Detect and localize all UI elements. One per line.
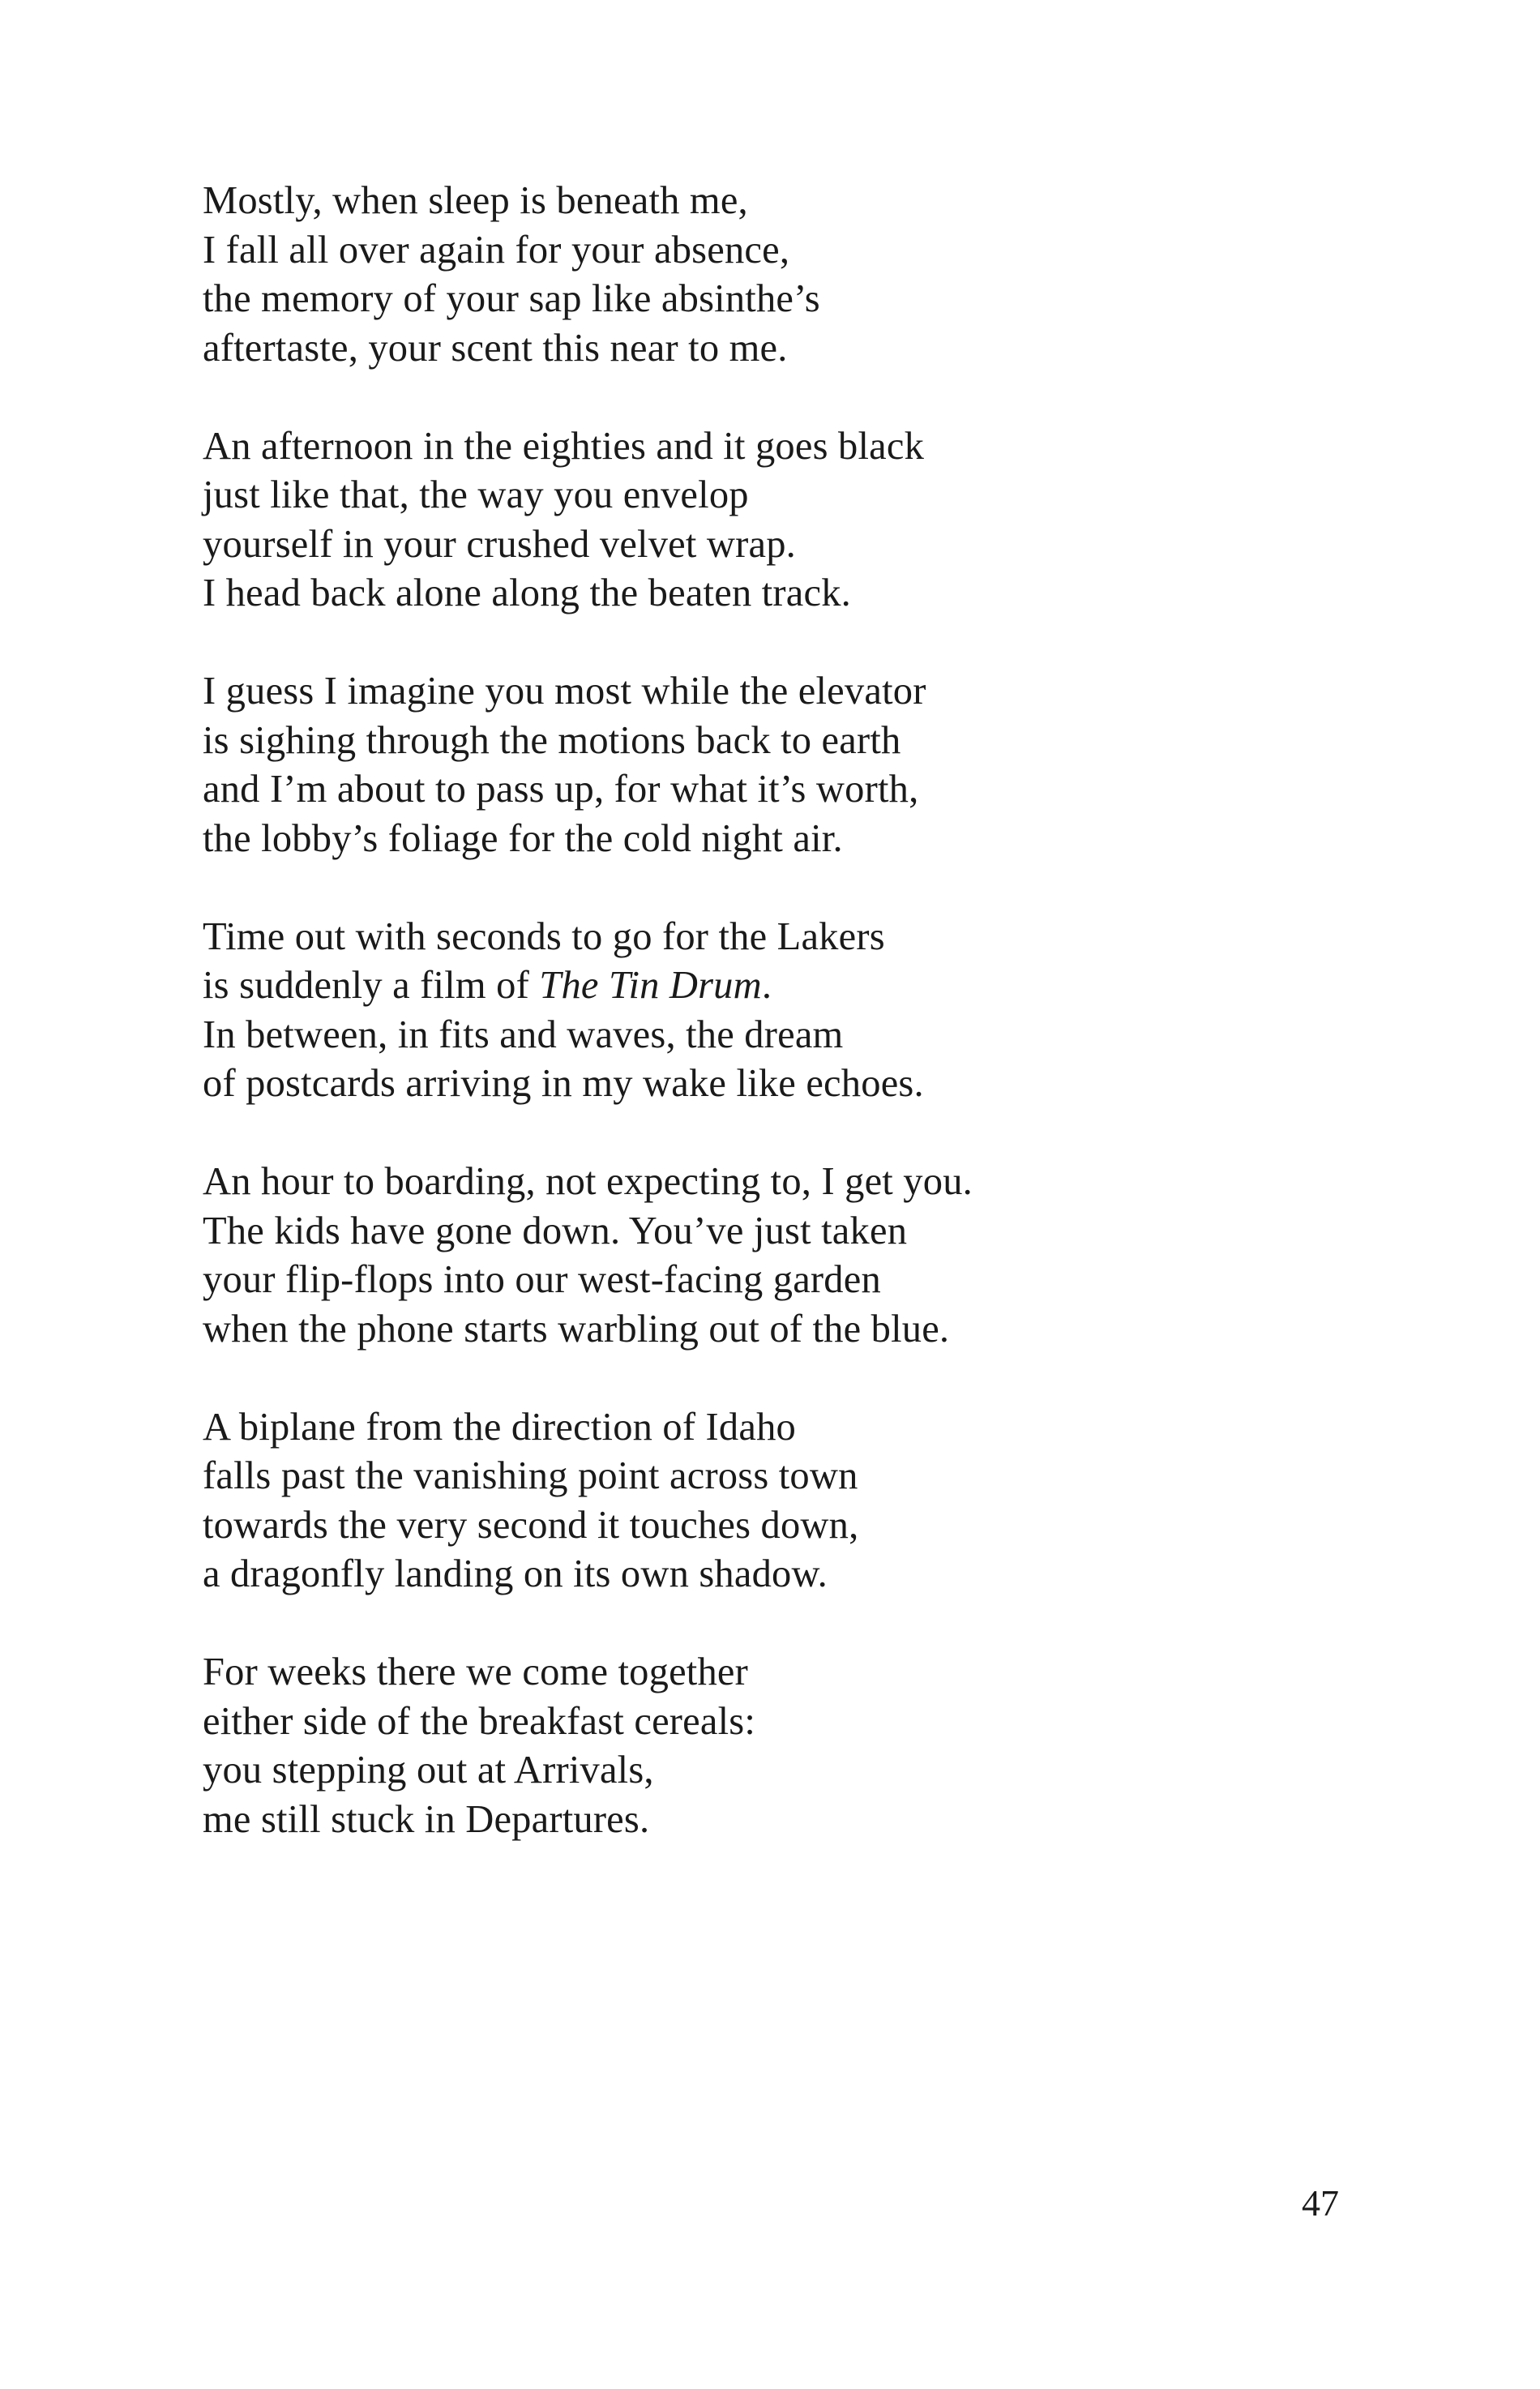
stanza-6 <box>203 1403 1337 1599</box>
poem-line: An afternoon in the eighties and it goes black <box>203 424 925 468</box>
stanza-4 <box>203 913 1337 1109</box>
poem-line-with-title <box>203 961 1337 1011</box>
poem <box>203 177 1337 1894</box>
poem-line: aftertaste, your scent this near to me. <box>203 326 788 370</box>
poem-line: a dragonfly landing on its own shadow. <box>203 1552 828 1595</box>
poem-line: falls past the vanishing point across town <box>203 1454 858 1497</box>
poem-line: is sighing through the motions back to earth <box>203 718 901 762</box>
page-number: 47 <box>1302 2182 1339 2224</box>
poem-line: In between, in fits and waves, the dream <box>203 1013 844 1056</box>
stanza-1 <box>203 177 1337 373</box>
poem-line: either side of the breakfast cereals: <box>203 1699 756 1743</box>
poem-line: yourself in your crushed velvet wrap. <box>203 522 796 566</box>
poem-line: of postcards arriving in my wake like echoes. <box>203 1062 924 1105</box>
film-title: The Tin Drum <box>539 964 762 1007</box>
stanza-5 <box>203 1158 1337 1354</box>
poem-line-text: is suddenly a film of <box>203 964 540 1007</box>
poem-line: and I’m about to pass up, for what it’s worth, <box>203 768 919 811</box>
poem-line: just like that, the way you envelop <box>203 473 749 516</box>
poem-line: when the phone starts warbling out of the blue. <box>203 1307 950 1351</box>
poem-line: me still stuck in Departures. <box>203 1797 650 1841</box>
poem-line: An hour to boarding, not expecting to, I get you. <box>203 1160 973 1203</box>
poem-line: Mostly, when sleep is beneath me, <box>203 179 748 222</box>
poem-line: I fall all over again for your absence, <box>203 228 790 272</box>
poem-line: you stepping out at Arrivals, <box>203 1749 654 1792</box>
poem-line-punctuation: . <box>761 964 772 1007</box>
poem-line: the lobby’s foliage for the cold night air. <box>203 816 843 860</box>
poem-line: For weeks there we come together <box>203 1650 749 1693</box>
poem-line: The kids have gone down. You’ve just taken <box>203 1209 908 1252</box>
stanza-7 <box>203 1648 1337 1844</box>
poem-line: A biplane from the direction of Idaho <box>203 1405 796 1449</box>
poem-line: Time out with seconds to go for the Lakers <box>203 914 885 958</box>
poem-line: I head back alone along the beaten track. <box>203 572 851 614</box>
poem-line: towards the very second it touches down, <box>203 1503 859 1547</box>
poem-line: the memory of your sap like absinthe’s <box>203 277 820 320</box>
poem-line: I guess I imagine you most while the elevator <box>203 670 926 713</box>
poem-line: your flip-flops into our west-facing garden <box>203 1258 881 1301</box>
stanza-3 <box>203 667 1337 863</box>
stanza-2 <box>203 422 1337 619</box>
